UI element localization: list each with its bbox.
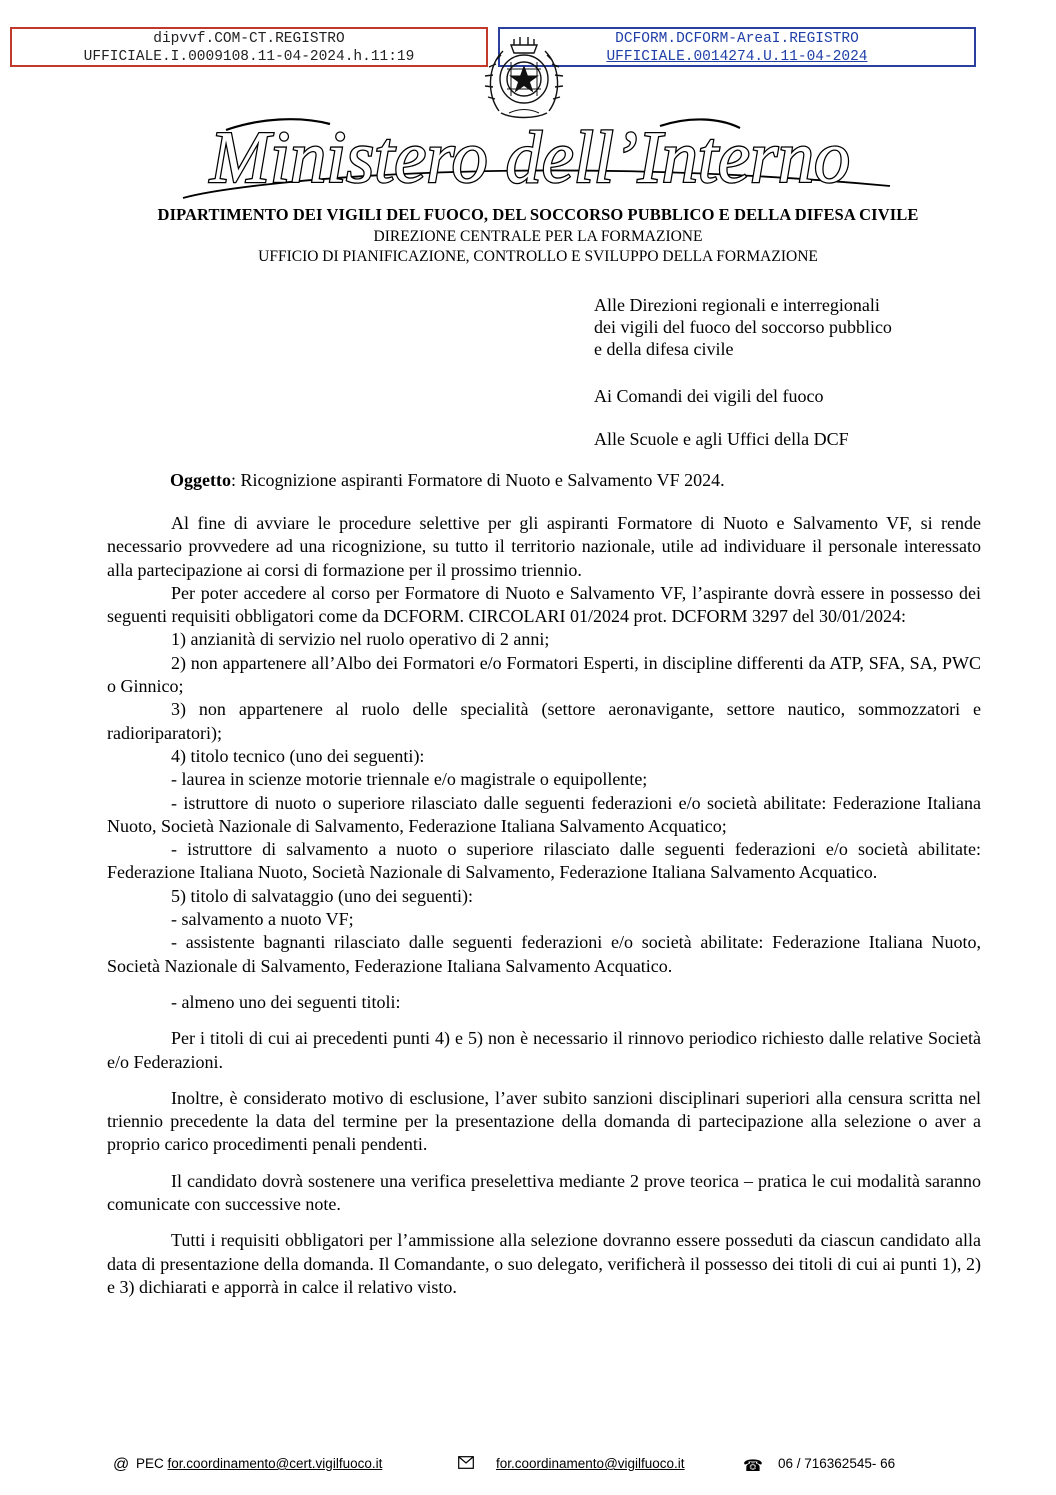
requirement-item: 4) titolo tecnico (uno dei seguenti): xyxy=(171,745,425,766)
department-name: DIPARTIMENTO DEI VIGILI DEL FUOCO, DEL SOCCORSO PUBBLICO E DELLA DIFESA CIVILE xyxy=(157,205,919,224)
envelope-icon xyxy=(458,1456,474,1472)
letter-body xyxy=(107,512,981,1299)
addressee-line: Alle Direzioni regionali e interregionali xyxy=(594,295,880,315)
email-link[interactable]: for.coordinamento@vigilfuoco.it xyxy=(496,1456,685,1471)
protocol-stamp-outgoing xyxy=(498,27,976,67)
stamp-line-2: UFFICIALE.I.0009108.11-04-2024.h.11:19 xyxy=(83,49,415,65)
addressee-regional-directions xyxy=(594,294,892,360)
paragraph: Per i titoli di cui ai precedenti punti 4) e 5) non è necessario il rinnovo periodico richiesto dalle relative Società e/o Federazioni. xyxy=(107,1028,981,1072)
at-icon: @ xyxy=(113,1456,130,1473)
subject-text: : Ricognizione aspiranti Formatore di Nuoto e Salvamento VF 2024. xyxy=(230,470,725,490)
requirement-item: 1) anzianità di servizio nel ruolo operativo di 2 anni; xyxy=(171,629,550,650)
paragraph: Inoltre, è considerato motivo di esclusione, l’aver subito sanzioni disciplinari superiori alla censura scritta nel triennio precedente la data del termine per la presentazione della domanda di partecipazione alla selezione o aver a proprio carico procedimenti penali pendenti. xyxy=(107,1087,981,1155)
subject-label: Oggetto xyxy=(170,470,231,490)
paragraph: Il candidato dovrà sostenere una verifica preselettiva mediante 2 prove teorica – pratica le cui modalità saranno comunicate con successive note. xyxy=(107,1170,981,1215)
requirement-item: 3) non appartenere al ruolo delle specialità (settore aeronavigante, settore nautico, sommozzatori e radioriparatori); xyxy=(107,699,981,743)
republic-emblem-icon xyxy=(481,29,567,121)
addressee-schools: Alle Scuole e agli Uffici della DCF xyxy=(594,429,849,449)
pec-label: PEC xyxy=(136,1456,164,1471)
telephone-icon: ☎ xyxy=(743,1458,763,1475)
paragraph: Per poter accedere al corso per Formatore di Nuoto e Salvamento VF, l’aspirante dovrà essere in possesso dei seguenti requisiti obbligatori come da DCFORM. CIRCOLARI 01/2024 prot. DCFORM 3297 del 30/01/2024: xyxy=(107,582,981,627)
requirement-subitem: - salvamento a nuoto VF; xyxy=(171,909,354,930)
requirement-subitem: - laurea in scienze motorie triennale e/o magistrale o equipollente; xyxy=(171,769,648,790)
paragraph: Al fine di avviare le procedure selettive per gli aspiranti Formatore di Nuoto e Salvamento VF, si rende necessario provvedere ad una ricognizione, su tutto il territorio nazionale, utile ad individuare il personale interessato alla partecipazione ai corsi di formazione per il prossimo triennio. xyxy=(107,513,981,580)
stamp-line-1: dipvvf.COM-CT.REGISTRO xyxy=(153,31,345,47)
stamp-line-1: DCFORM.DCFORM-AreaI.REGISTRO xyxy=(615,31,859,47)
requirement-subitem: - istruttore di salvamento a nuoto o superiore rilasciato dalle seguenti federazioni e/o società abilitate: Federazione Italiana Nuoto, Società Nazionale di Salvamento, Federazione Italiana Salvamento Acquatico. xyxy=(107,839,981,883)
pec-contact xyxy=(136,1456,382,1471)
pec-address-link[interactable]: for.coordinamento@cert.vigilfuoco.it xyxy=(167,1456,383,1471)
addressee-commands: Ai Comandi dei vigili del fuoco xyxy=(594,386,824,406)
contact-footer xyxy=(0,1456,1056,1480)
requirement-item: 5) titolo di salvataggio (uno dei seguenti): xyxy=(171,885,473,906)
subject-line xyxy=(170,470,725,491)
email-contact xyxy=(496,1456,685,1471)
ministry-name: Ministero dell’Interno xyxy=(209,117,851,199)
phone-number: 06 / 716362545- 66 xyxy=(778,1456,896,1471)
addressee-line: dei vigili del fuoco del soccorso pubblico xyxy=(594,317,892,337)
protocol-stamp-incoming xyxy=(10,27,488,67)
paragraph: Tutti i requisiti obbligatori per l’ammissione alla selezione dovranno essere posseduti da ciascun candidato alla data di presentazione della domanda. Il Comandante, o suo delegato, verificherà il possesso dei titoli di cui ai punti 1), 2) e 3) dichiarati e apporrà in calce il relativo visto. xyxy=(107,1230,981,1297)
ministry-title xyxy=(0,112,1056,208)
addressee-line: e della difesa civile xyxy=(594,339,734,359)
requirement-item: 2) non appartenere all’Albo dei Formatori e/o Formatori Esperti, in discipline differenti da ATP, SFA, SA, PWC o Ginnico; xyxy=(107,652,981,697)
stamp-line-2: UFFICIALE.0014274.U.11-04-2024 xyxy=(606,49,868,65)
office-name: UFFICIO DI PIANIFICAZIONE, CONTROLLO E SVILUPPO DELLA FORMAZIONE xyxy=(258,248,818,265)
direction-name: DIREZIONE CENTRALE PER LA FORMAZIONE xyxy=(373,228,703,245)
requirement-subitem: - istruttore di nuoto o superiore rilasciato dalle seguenti federazioni e/o società abilitate: Federazione Italiana Nuoto, Società Nazionale di Salvamento, Federazione Italiana Salvamento Acquatico; xyxy=(107,792,981,836)
requirement-subitem: - almeno uno dei seguenti titoli: xyxy=(171,991,401,1012)
requirement-subitem: - assistente bagnanti rilasciato dalle seguenti federazioni e/o società abilitate: Federazione Italiana Nuoto, Società Nazionale di Salvamento, Federazione Italiana Salvamento Acquatico. xyxy=(107,932,981,976)
